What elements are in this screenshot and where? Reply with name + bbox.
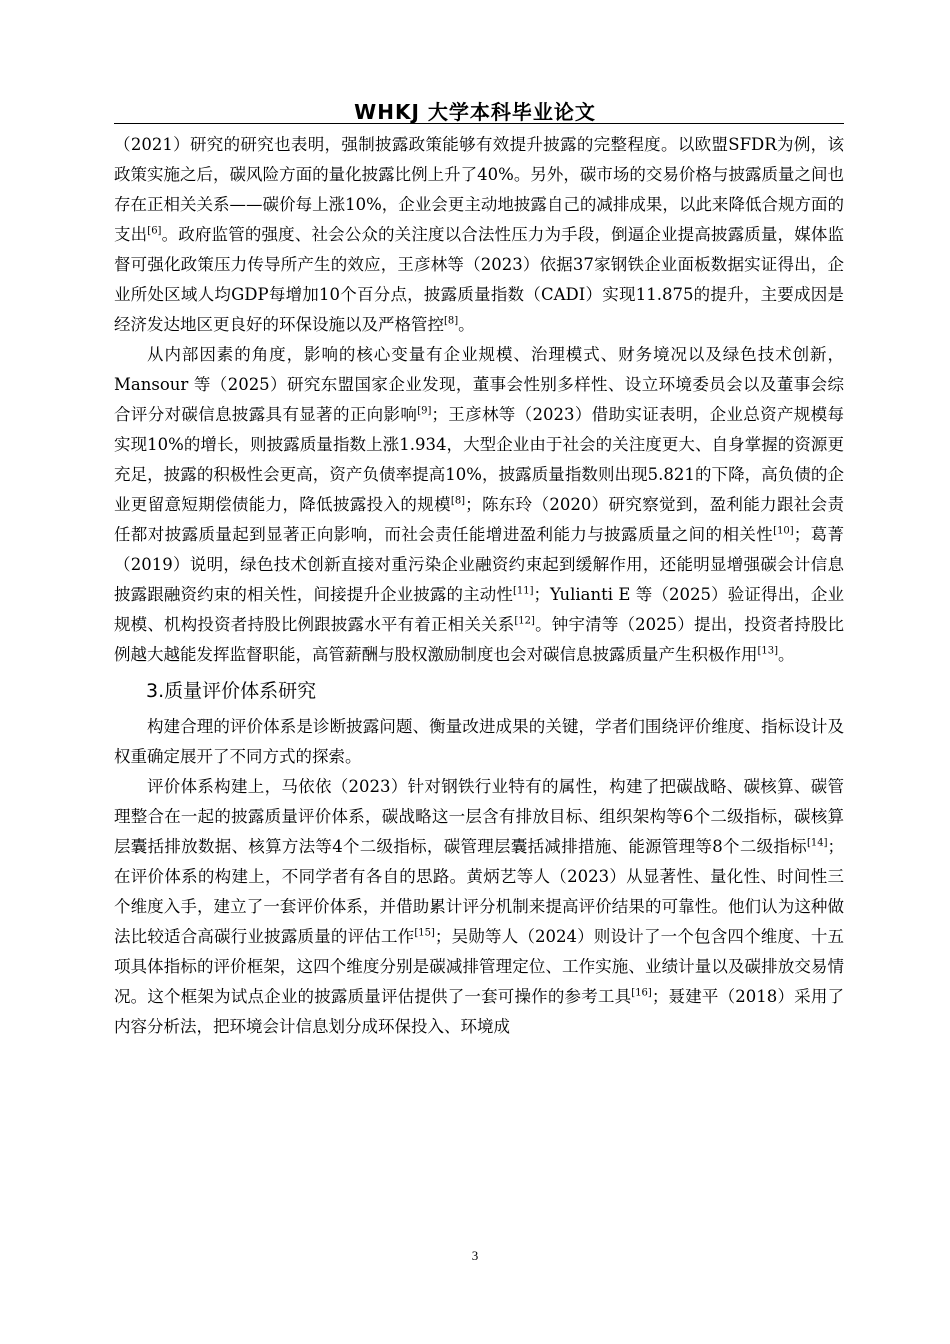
header-divider: [114, 123, 844, 124]
citation-reference[interactable]: [11]: [512, 585, 534, 597]
citation-reference[interactable]: [15]: [414, 927, 435, 939]
citation-reference[interactable]: [16]: [631, 987, 652, 999]
paragraph-text: ；Yulianti E 等（2025）验证得出，企业规模、机构投资者持股比例跟披露水平有着正相关关系: [114, 585, 844, 634]
citation-reference[interactable]: [12]: [514, 615, 535, 627]
citation-reference[interactable]: [8]: [444, 315, 459, 327]
paragraph-text: ；陈东玲（2020）研究察觉到，盈利能力跟社会责任都对披露质量起到显著正向影响，而社会责任能增进盈利能力与披露质量之间的相关性: [114, 495, 844, 544]
citation-reference[interactable]: [8]: [450, 495, 466, 507]
paragraph-text: 。钟宇清等（2025）提出，投资者持股比例越大越能发挥监督职能，高管薪酬与股权激励制度也会对碳信息披露质量产生积极作用: [114, 615, 844, 664]
paragraph-text: ；在评价体系的构建上，不同学者有各自的思路。黄炳艺等人（2023）从显著性、量化性、时间性三个维度入手，建立了一套评价体系，并借助累计评分机制来提高评价结果的可靠性。他们认为这种做法比较适合高碳行业披露质量的评估工作: [114, 837, 844, 946]
paragraph-text: ；王彦林等（2023）借助实证表明，企业总资产规模每实现10%的增长，则披露质量指数上涨1.934，大型企业由于社会的关注度更大、自身掌握的资源更充足，披露的积极性会更高，资产负债率提高10%，披露质量指数则出现5.821的下降，高负债的企业更留意短期偿债能力，降低披露投入的规模: [114, 405, 845, 514]
body-paragraph: [114, 130, 844, 340]
paragraph-text: 。政府监管的强度、社会公众的关注度以合法性压力为手段，倒逼企业提高披露质量，媒体监督可强化政策压力传导所产生的效应，王彦林等（2023）依据37家钢铁企业面板数据实证得出，企业所处区域人均GDP每增加10个百分点，披露质量指数（CADI）实现11.875的提升，主要成因是经济发达地区更良好的环保设施以及严格管控: [114, 225, 845, 334]
citation-reference[interactable]: [14]: [806, 837, 828, 849]
running-header-title: WHKJ 大学本科毕业论文: [354, 100, 596, 124]
citation-reference[interactable]: [9]: [417, 405, 432, 417]
paragraph-text: ；吴勋等人（2024）则设计了一个包含四个维度、十五项具体指标的评价框架，这四个维度分别是碳减排管理定位、工作实施、业绩计量以及碳排放交易情况。这个框架为试点企业的披露质量评估提供了一套可操作的参考工具: [114, 927, 845, 1006]
body-paragraph: [114, 712, 844, 772]
section-heading: 3.质量评价体系研究: [146, 680, 317, 702]
paragraph-text: 。: [778, 645, 795, 664]
body-paragraph: [114, 772, 844, 1042]
citation-reference[interactable]: [6]: [147, 225, 162, 237]
page-number: 3: [471, 1248, 479, 1263]
body-paragraph: [114, 340, 844, 670]
document-body: [114, 130, 844, 1042]
citation-reference[interactable]: [13]: [757, 645, 779, 657]
paragraph-text: ；葛菁（2019）说明，绿色技术创新直接对重污染企业融资约束起到缓解作用，还能明显增强碳会计信息披露跟融资约束的相关性，间接提升企业披露的主动性: [114, 525, 845, 604]
paragraph-text: 。: [458, 315, 475, 334]
paragraph-text: 评价体系构建上，马依依（2023）针对钢铁行业特有的属性，构建了把碳战略、碳核算、碳管理整合在一起的披露质量评价体系，碳战略这一层含有排放目标、组织架构等6个二级指标，碳核算层囊括排放数据、核算方法等4个二级指标，碳管理层囊括减排措施、能源管理等8个二级指标: [114, 777, 844, 856]
paragraph-text: 从内部因素的角度，影响的核心变量有企业规模、治理模式、财务境况以及绿色技术创新，Mansour 等（2025）研究东盟国家企业发现，董事会性别多样性、设立环境委员会以及董事会综合评分对碳信息披露具有显著的正向影响: [114, 345, 844, 424]
citation-reference[interactable]: [10]: [773, 525, 794, 537]
paragraph-text: ；聂建平（2018）采用了内容分析法，把环境会计信息划分成环保投入、环境成: [114, 987, 845, 1036]
paragraph-text: （2021）研究的研究也表明，强制披露政策能够有效提升披露的完整程度。以欧盟SFDR为例，该政策实施之后，碳风险方面的量化披露比例上升了40%。另外，碳市场的交易价格与披露质量之间也存在正相关关系——碳价每上涨10%，企业会更主动地披露自己的减排成果，以此来降低合规方面的支出: [114, 135, 844, 244]
paragraph-text: 构建合理的评价体系是诊断披露问题、衡量改进成果的关键，学者们围绕评价维度、指标设计及权重确定展开了不同方式的探索。: [114, 717, 844, 766]
